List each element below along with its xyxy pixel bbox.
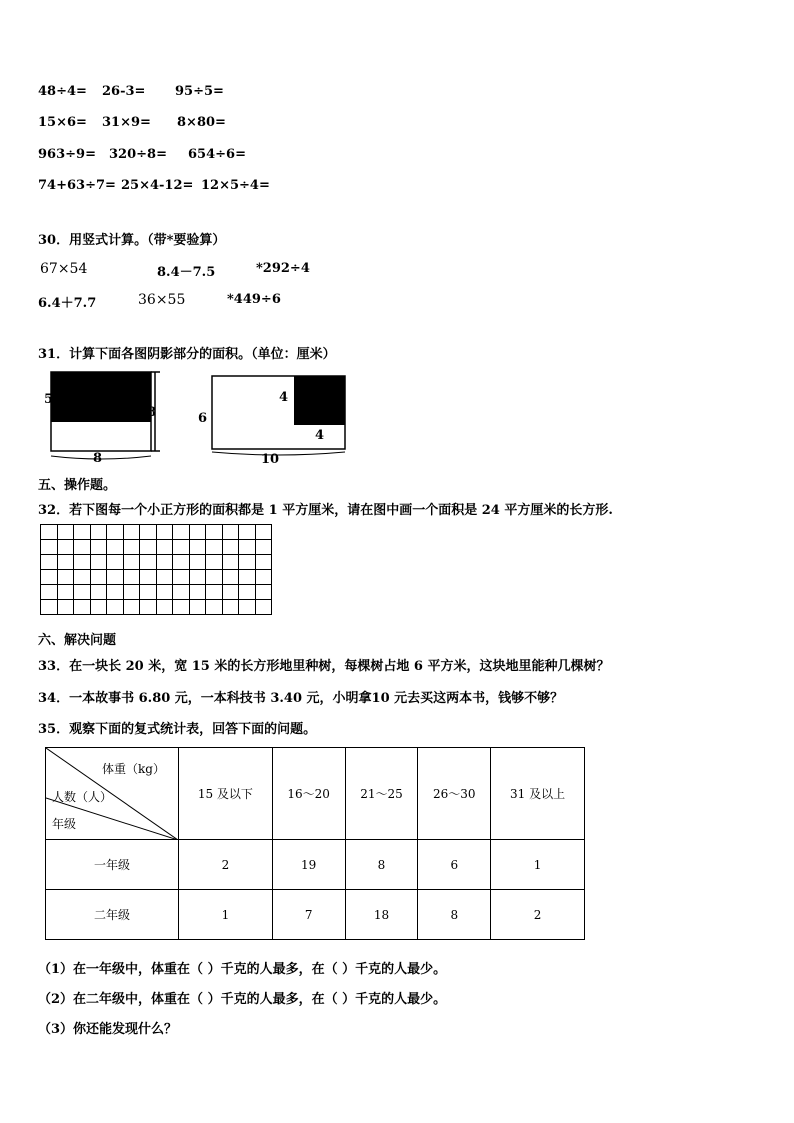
grid-cell[interactable] [140,585,157,600]
grid-cell[interactable] [173,525,190,540]
grid-cell[interactable] [90,570,107,585]
grid-cell[interactable] [255,570,272,585]
table-cell: 1 [179,890,273,940]
fig2-label-4-bottom: 4 [315,428,325,443]
q33-text: 33．在一块长 20 米，宽 15 米的长方形地里种树，每棵树占地 6 平方米，这块地里能种几棵树？ [38,659,610,674]
grid-cell[interactable] [189,570,206,585]
row-label: 二年级 [46,890,179,940]
q30-item: 8.4－7.5 [157,265,216,280]
grid-cell[interactable] [123,585,140,600]
grid-row [41,600,272,615]
shaded-region [51,372,151,422]
grid-cell[interactable] [140,525,157,540]
grid-cell[interactable] [189,600,206,615]
q30-item: 6.4＋7.7 [38,296,97,311]
grid-cell[interactable] [90,600,107,615]
grid-cell[interactable] [206,585,223,600]
grid-cell[interactable] [189,525,206,540]
table-cell: 19 [272,840,345,890]
q30-title: 30．用竖式计算。（带*要验算） [38,233,226,248]
grid-cell[interactable] [222,600,239,615]
q35-sub1: （1）在一年级中，体重在（ ）千克的人最多，在（ ）千克的人最少。 [38,962,447,977]
grid-cell[interactable] [74,585,91,600]
oral-item: 74+63÷7= [38,178,116,193]
grid-cell[interactable] [123,600,140,615]
grid-row [41,570,272,585]
oral-item: 320÷8= [109,147,167,162]
grid-cell[interactable] [206,540,223,555]
table-cell: 8 [345,840,418,890]
fig2-label-4-top: 4 [279,390,289,405]
grid-cell[interactable] [123,540,140,555]
grid-row [41,555,272,570]
oral-item: 15×6= [38,115,87,130]
grid-cell[interactable] [189,555,206,570]
header-grade: 年级 [52,817,77,831]
grid-cell[interactable] [107,600,124,615]
grid-cell[interactable] [206,555,223,570]
grid-cell[interactable] [222,555,239,570]
table-cell: 1 [491,840,585,890]
column-header: 31 及以上 [491,748,585,840]
q30-item: 67×54 [40,261,88,277]
grid-row [41,525,272,540]
grid-cell[interactable] [239,540,256,555]
grid-cell[interactable] [74,525,91,540]
grid-cell[interactable] [140,570,157,585]
row-label: 一年级 [46,840,179,890]
grid-cell[interactable] [123,555,140,570]
grid-cell[interactable] [140,540,157,555]
grid-cell[interactable] [156,540,173,555]
grid-cell[interactable] [239,555,256,570]
grid-row [41,540,272,555]
table-cell: 2 [179,840,273,890]
oral-item: 26-3= [102,84,146,99]
fig2-label-10: 10 [261,452,280,467]
grid-cell[interactable] [206,600,223,615]
oral-item: 963÷9= [38,147,96,162]
grid-cell[interactable] [222,585,239,600]
column-header: 26～30 [418,748,491,840]
table-cell: 2 [491,890,585,940]
q30-item: 36×55 [138,292,186,308]
grid-cell[interactable] [239,585,256,600]
q30-item: *449÷6 [227,292,281,307]
table-row [46,890,585,940]
grid-cell[interactable] [57,570,74,585]
grid-cell[interactable] [173,585,190,600]
section-heading: 六、解决问题 [38,633,117,648]
grid-cell[interactable] [206,570,223,585]
column-header: 16～20 [272,748,345,840]
grid-cell[interactable] [173,555,190,570]
grid-cell[interactable] [123,525,140,540]
diagonal-header-cell [46,748,179,840]
oral-item: 12×5÷4= [201,178,270,193]
oral-item: 654÷6= [188,147,246,162]
q35-title: 35．观察下面的复式统计表，回答下面的问题。 [38,722,317,737]
grid-cell[interactable] [41,570,58,585]
table-cell: 8 [418,890,491,940]
q30-item: *292÷4 [256,261,310,276]
grid-cell[interactable] [107,540,124,555]
grid-cell[interactable] [74,540,91,555]
grid-cell[interactable] [173,570,190,585]
grid-cell[interactable] [239,525,256,540]
grid-cell[interactable] [156,555,173,570]
grid-cell[interactable] [255,600,272,615]
grid-cell[interactable] [90,585,107,600]
grid-cell[interactable] [156,585,173,600]
grid-cell[interactable] [57,585,74,600]
header-weight: 体重（kg） [102,762,165,776]
grid-cell[interactable] [156,525,173,540]
grid-cell[interactable] [74,600,91,615]
grid-cell[interactable] [57,540,74,555]
q31-title: 31．计算下面各图阴影部分的面积。（单位：厘米） [38,347,336,362]
grid-cell[interactable] [123,570,140,585]
grid-cell[interactable] [90,555,107,570]
grid-cell[interactable] [140,600,157,615]
grid-cell[interactable] [107,555,124,570]
header-people: 人数（人） [52,790,113,804]
grid-cell[interactable] [57,525,74,540]
q35-sub2: （2）在二年级中，体重在（ ）千克的人最多，在（ ）千克的人最少。 [38,992,447,1007]
fig1-label-5: 5 [44,392,54,407]
statistics-table [45,747,585,940]
square-grid[interactable] [40,524,272,615]
fig1-label-8-bottom: 8 [93,451,103,466]
grid-cell[interactable] [156,570,173,585]
grid-row [41,585,272,600]
grid-cell[interactable] [239,600,256,615]
grid-cell[interactable] [255,555,272,570]
grid-cell[interactable] [156,600,173,615]
q34-text: 34．一本故事书 6.80 元，一本科技书 3.40 元，小明拿10 元去买这两本书，钱够不够？ [38,691,564,706]
grid-cell[interactable] [255,540,272,555]
table-cell: 6 [418,840,491,890]
grid-cell[interactable] [74,555,91,570]
fig1-label-8: 8 [147,405,157,420]
oral-item: 31×9= [102,115,151,130]
oral-item: 25×4-12= [121,178,194,193]
grid-cell[interactable] [41,525,58,540]
grid-cell[interactable] [222,525,239,540]
grid-cell[interactable] [140,555,157,570]
table-header-row [46,748,585,840]
grid-cell[interactable] [41,555,58,570]
grid-cell[interactable] [90,540,107,555]
grid-cell[interactable] [189,540,206,555]
q31-figure-2 [206,372,351,458]
grid-cell[interactable] [255,525,272,540]
shaded-square [294,376,345,425]
grid-cell[interactable] [206,525,223,540]
grid-cell[interactable] [57,600,74,615]
grid-cell[interactable] [57,555,74,570]
q35-sub3: （3）你还能发现什么？ [38,1022,178,1037]
grid-cell[interactable] [189,585,206,600]
grid-cell[interactable] [74,570,91,585]
section-heading: 五、操作题。 [38,478,117,493]
grid-cell[interactable] [255,585,272,600]
column-header: 21～25 [345,748,418,840]
grid-cell[interactable] [107,585,124,600]
column-header: 15 及以下 [179,748,273,840]
q32-title: 32．若下图每一个小正方形的面积都是 1 平方厘米，请在图中画一个面积是 24 平方厘米的长方形. [38,503,613,518]
grid-cell[interactable] [41,540,58,555]
grid-cell[interactable] [173,600,190,615]
grid-cell[interactable] [107,525,124,540]
grid-cell[interactable] [90,525,107,540]
fig2-label-6: 6 [198,411,208,426]
grid-cell[interactable] [222,570,239,585]
grid-cell[interactable] [222,540,239,555]
oral-item: 48÷4= [38,84,87,99]
table-row [46,840,585,890]
grid-cell[interactable] [41,585,58,600]
oral-item: 95÷5= [175,84,224,99]
oral-item: 8×80= [177,115,226,130]
table-cell: 18 [345,890,418,940]
table-cell: 7 [272,890,345,940]
grid-cell[interactable] [239,570,256,585]
grid-cell[interactable] [173,540,190,555]
grid-cell[interactable] [41,600,58,615]
grid-cell[interactable] [107,570,124,585]
